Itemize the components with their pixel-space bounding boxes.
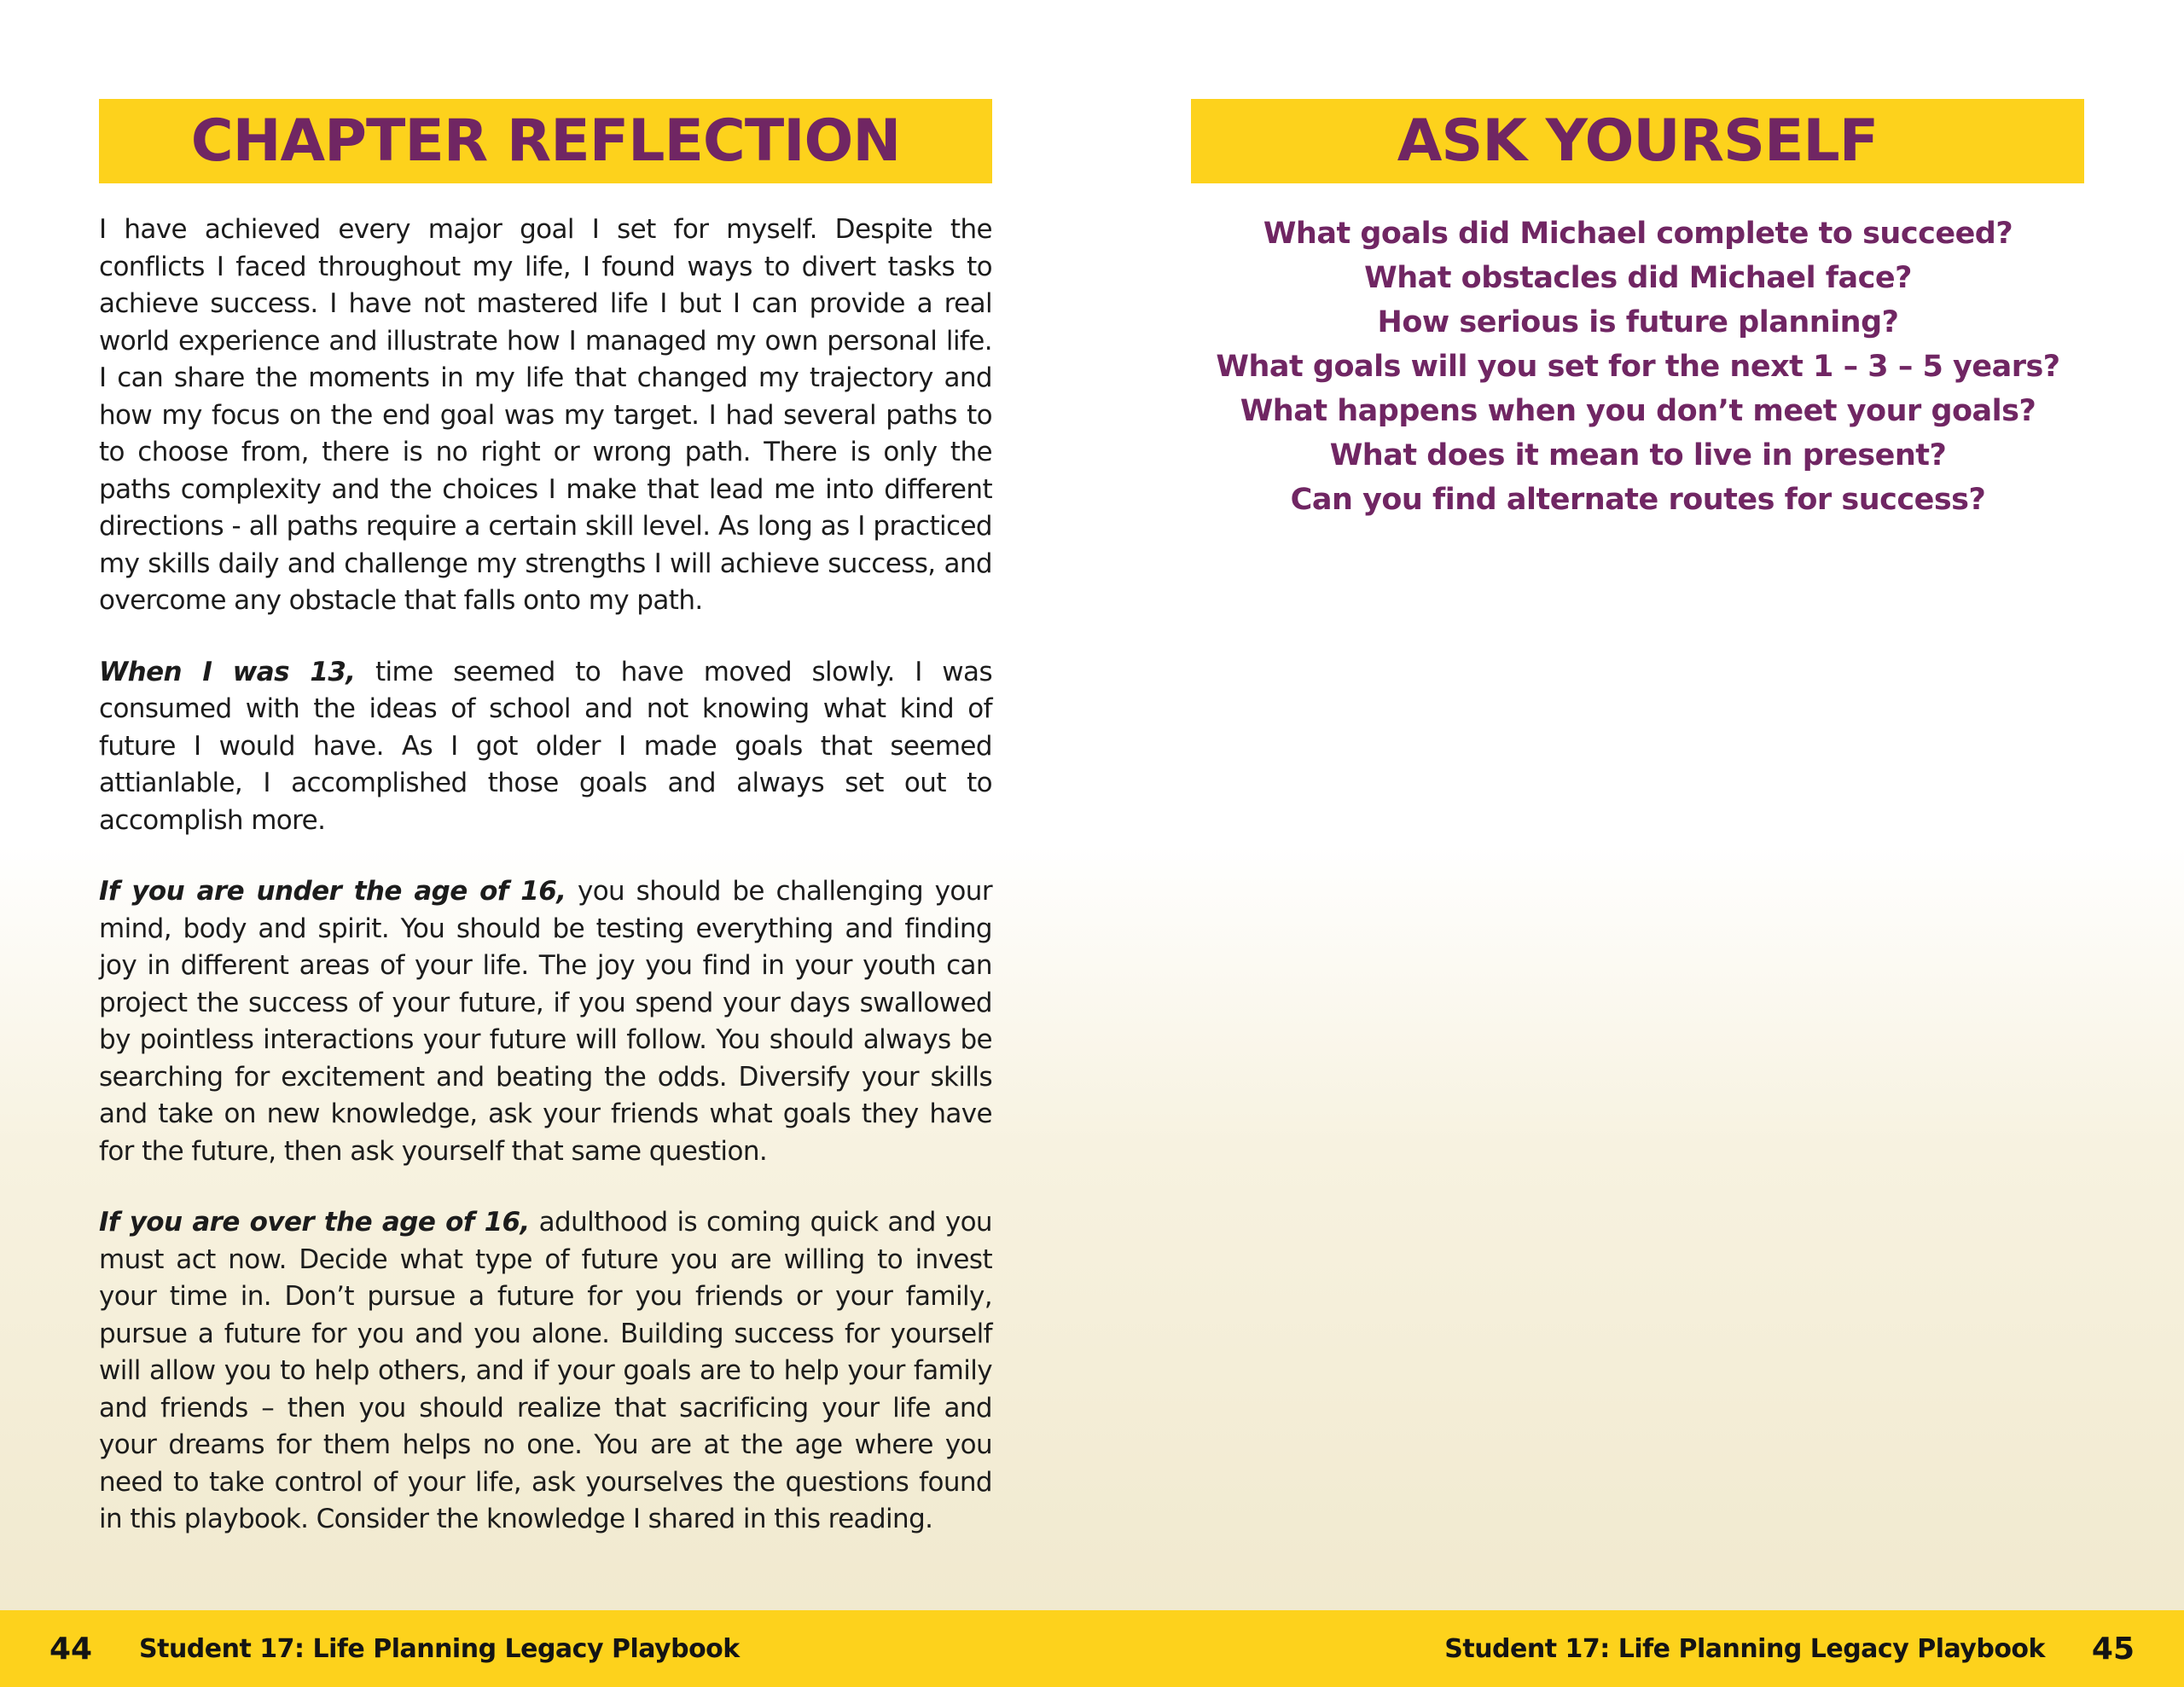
left-footer-title: Student 17: Life Planning Legacy Playbook <box>139 1633 740 1664</box>
question-item: What goals did Michael complete to succeed? <box>1263 217 2013 251</box>
paragraph-text: I have achieved every major goal I set for myself. Despite the conflicts I faced throughout my life, I found ways to divert tasks to achieve success. I have not mastered life I but I can provide a real world experience and illustrate how I managed my own personal life. I can share the moments in my life that changed my trajectory and how my focus on the end goal was my target. I had several paths to to choose from, there is no right or wrong path. There is only the paths complexity and the choices I make that lead me into different directions - all paths require a certain skill level. As long as I practiced my skills daily and challenge my strengths I will achieve success, and overcome any obstacle that falls onto my path. <box>99 214 992 616</box>
right-footer-title: Student 17: Life Planning Legacy Playbook <box>1444 1633 2045 1664</box>
paragraph-text: time seemed to have moved slowly. I was consumed with the ideas of school and not knowing what kind of future I would have. As I got older I made goals that seemed attianlable, I accomplished those goals and always set out to accomplish more. <box>99 656 992 836</box>
ask-yourself-heading: ASK YOURSELF <box>1397 107 1879 175</box>
right-page-number: 45 <box>2091 1631 2135 1667</box>
chapter-reflection-banner <box>99 99 992 183</box>
paragraph-lead: If you are under the age of 16, <box>99 876 566 907</box>
reflection-paragraph-4 <box>99 1204 992 1539</box>
left-page <box>0 0 1092 1610</box>
chapter-reflection-heading: CHAPTER REFLECTION <box>190 107 901 175</box>
paragraph-text: you should be challenging your mind, body and spirit. You should be testing everything and finding joy in different areas of your life. The joy you find in your youth can project the success of your future, if you spend your days swallowed by pointless interactions your future will follow. You should always be searching for excitement and beating the odds. Diversify your skills and take on new knowledge, ask your friends what goals they have for the future, then ask yourself that same question. <box>99 876 992 1167</box>
question-item: How serious is future planning? <box>1377 305 1899 339</box>
reflection-paragraph-1 <box>99 212 992 620</box>
ask-yourself-banner <box>1191 99 2084 183</box>
right-page <box>1092 0 2184 1610</box>
question-item: What obstacles did Michael face? <box>1364 261 1912 295</box>
question-item: What happens when you don’t meet your goals? <box>1240 394 2036 428</box>
question-list <box>1160 212 2116 522</box>
paragraph-text: adulthood is coming quick and you must act now. Decide what type of future you are willing to invest your time in. Don’t pursue a future for you friends or your family, pursue a future for you and you alone. Building success for yourself will allow you to help others, and if your goals are to help your family and friends – then you should realize that sacrificing your life and your dreams for them helps no one. You are at the age where you need to take control of your life, ask yourselves the questions found in this playbook. Consider the knowledge I shared in this reading. <box>99 1207 992 1534</box>
question-item: Can you find alternate routes for success? <box>1290 483 1986 517</box>
reflection-paragraph-2 <box>99 654 992 840</box>
reflection-paragraph-3 <box>99 873 992 1170</box>
left-page-number: 44 <box>49 1631 93 1667</box>
footer-bar <box>0 1610 2184 1687</box>
paragraph-lead: When I was 13, <box>99 656 356 687</box>
reflection-body <box>99 212 992 1573</box>
question-item: What goals will you set for the next 1 – 3 – 5 years? <box>1216 350 2060 384</box>
paragraph-lead: If you are over the age of 16, <box>99 1207 530 1238</box>
question-item: What does it mean to live in present? <box>1329 438 1947 472</box>
